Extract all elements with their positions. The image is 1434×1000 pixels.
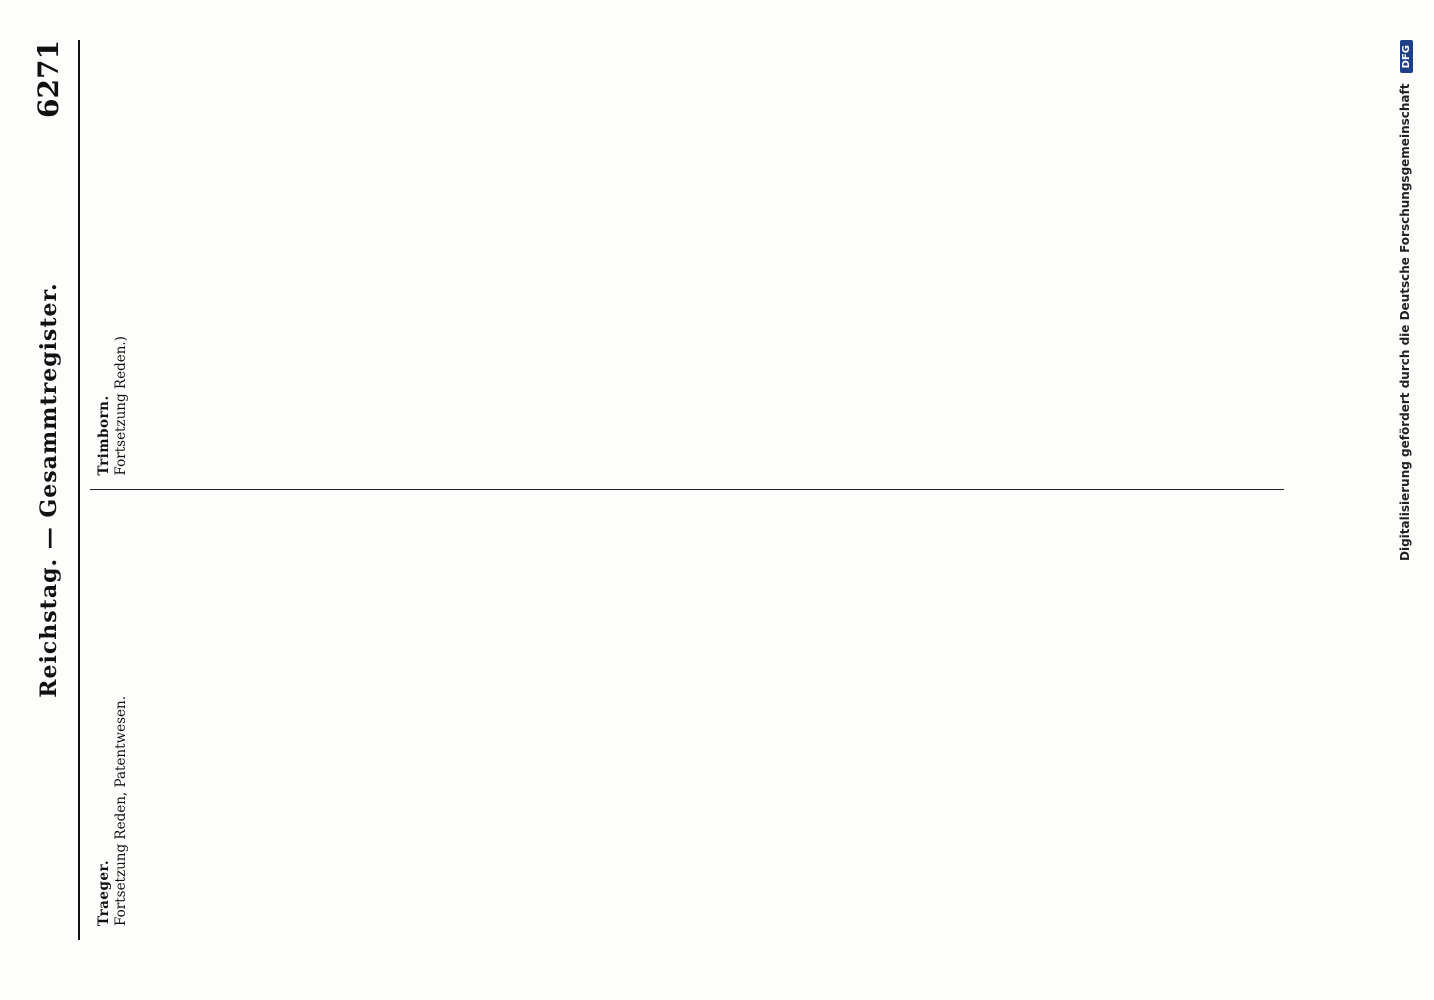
register-entry — [96, 54, 147, 476]
page-number: 6271 — [32, 40, 65, 118]
dfg-logo: DFG — [1400, 40, 1413, 73]
digitization-credit — [1398, 40, 1424, 940]
entry-text — [297, 505, 331, 927]
entry-text: Fortsetzung Reden.) — [113, 336, 129, 476]
register-entry — [159, 505, 193, 927]
right-column — [90, 40, 1284, 491]
entry-text — [297, 54, 331, 476]
entry-text — [435, 505, 469, 927]
entry-text: Fortsetzung Reden, Patentwesen. — [113, 696, 129, 926]
entry-text — [251, 54, 285, 476]
register-entry — [251, 54, 285, 476]
register-entry — [481, 505, 515, 927]
register-entry — [159, 54, 193, 476]
register-entry — [205, 54, 239, 476]
page-header — [18, 40, 80, 940]
register-entry — [435, 505, 469, 927]
register-entry — [343, 505, 377, 927]
entry-headword: Trimborn. — [96, 395, 112, 476]
register-entry — [96, 505, 147, 927]
page-title: Reichstag. — Gesammtregister. — [36, 282, 62, 698]
register-entry — [297, 505, 331, 927]
register-entry — [389, 505, 423, 927]
register-entry — [481, 54, 515, 476]
register-entry — [205, 505, 239, 927]
entry-text — [481, 54, 515, 476]
register-entry — [297, 54, 331, 476]
entry-text — [343, 54, 377, 476]
register-entry — [435, 54, 469, 476]
entry-text — [389, 54, 423, 476]
register-entry — [389, 54, 423, 476]
register-entry — [251, 505, 285, 927]
entry-text — [251, 505, 285, 927]
entry-text — [389, 505, 423, 927]
digitization-credit-text: Digitalisierung gefördert durch die Deutsche Forschungsgemeinschaft — [1398, 83, 1412, 561]
entry-headword: Traeger. — [96, 859, 112, 926]
entry-text — [343, 505, 377, 927]
entry-text — [159, 54, 193, 476]
entry-text — [481, 505, 515, 927]
entry-text — [435, 54, 469, 476]
text-columns — [90, 40, 1284, 940]
entry-text — [205, 505, 239, 927]
entry-text — [159, 505, 193, 927]
entry-text — [205, 54, 239, 476]
register-entry — [343, 54, 377, 476]
left-column — [90, 491, 1284, 941]
